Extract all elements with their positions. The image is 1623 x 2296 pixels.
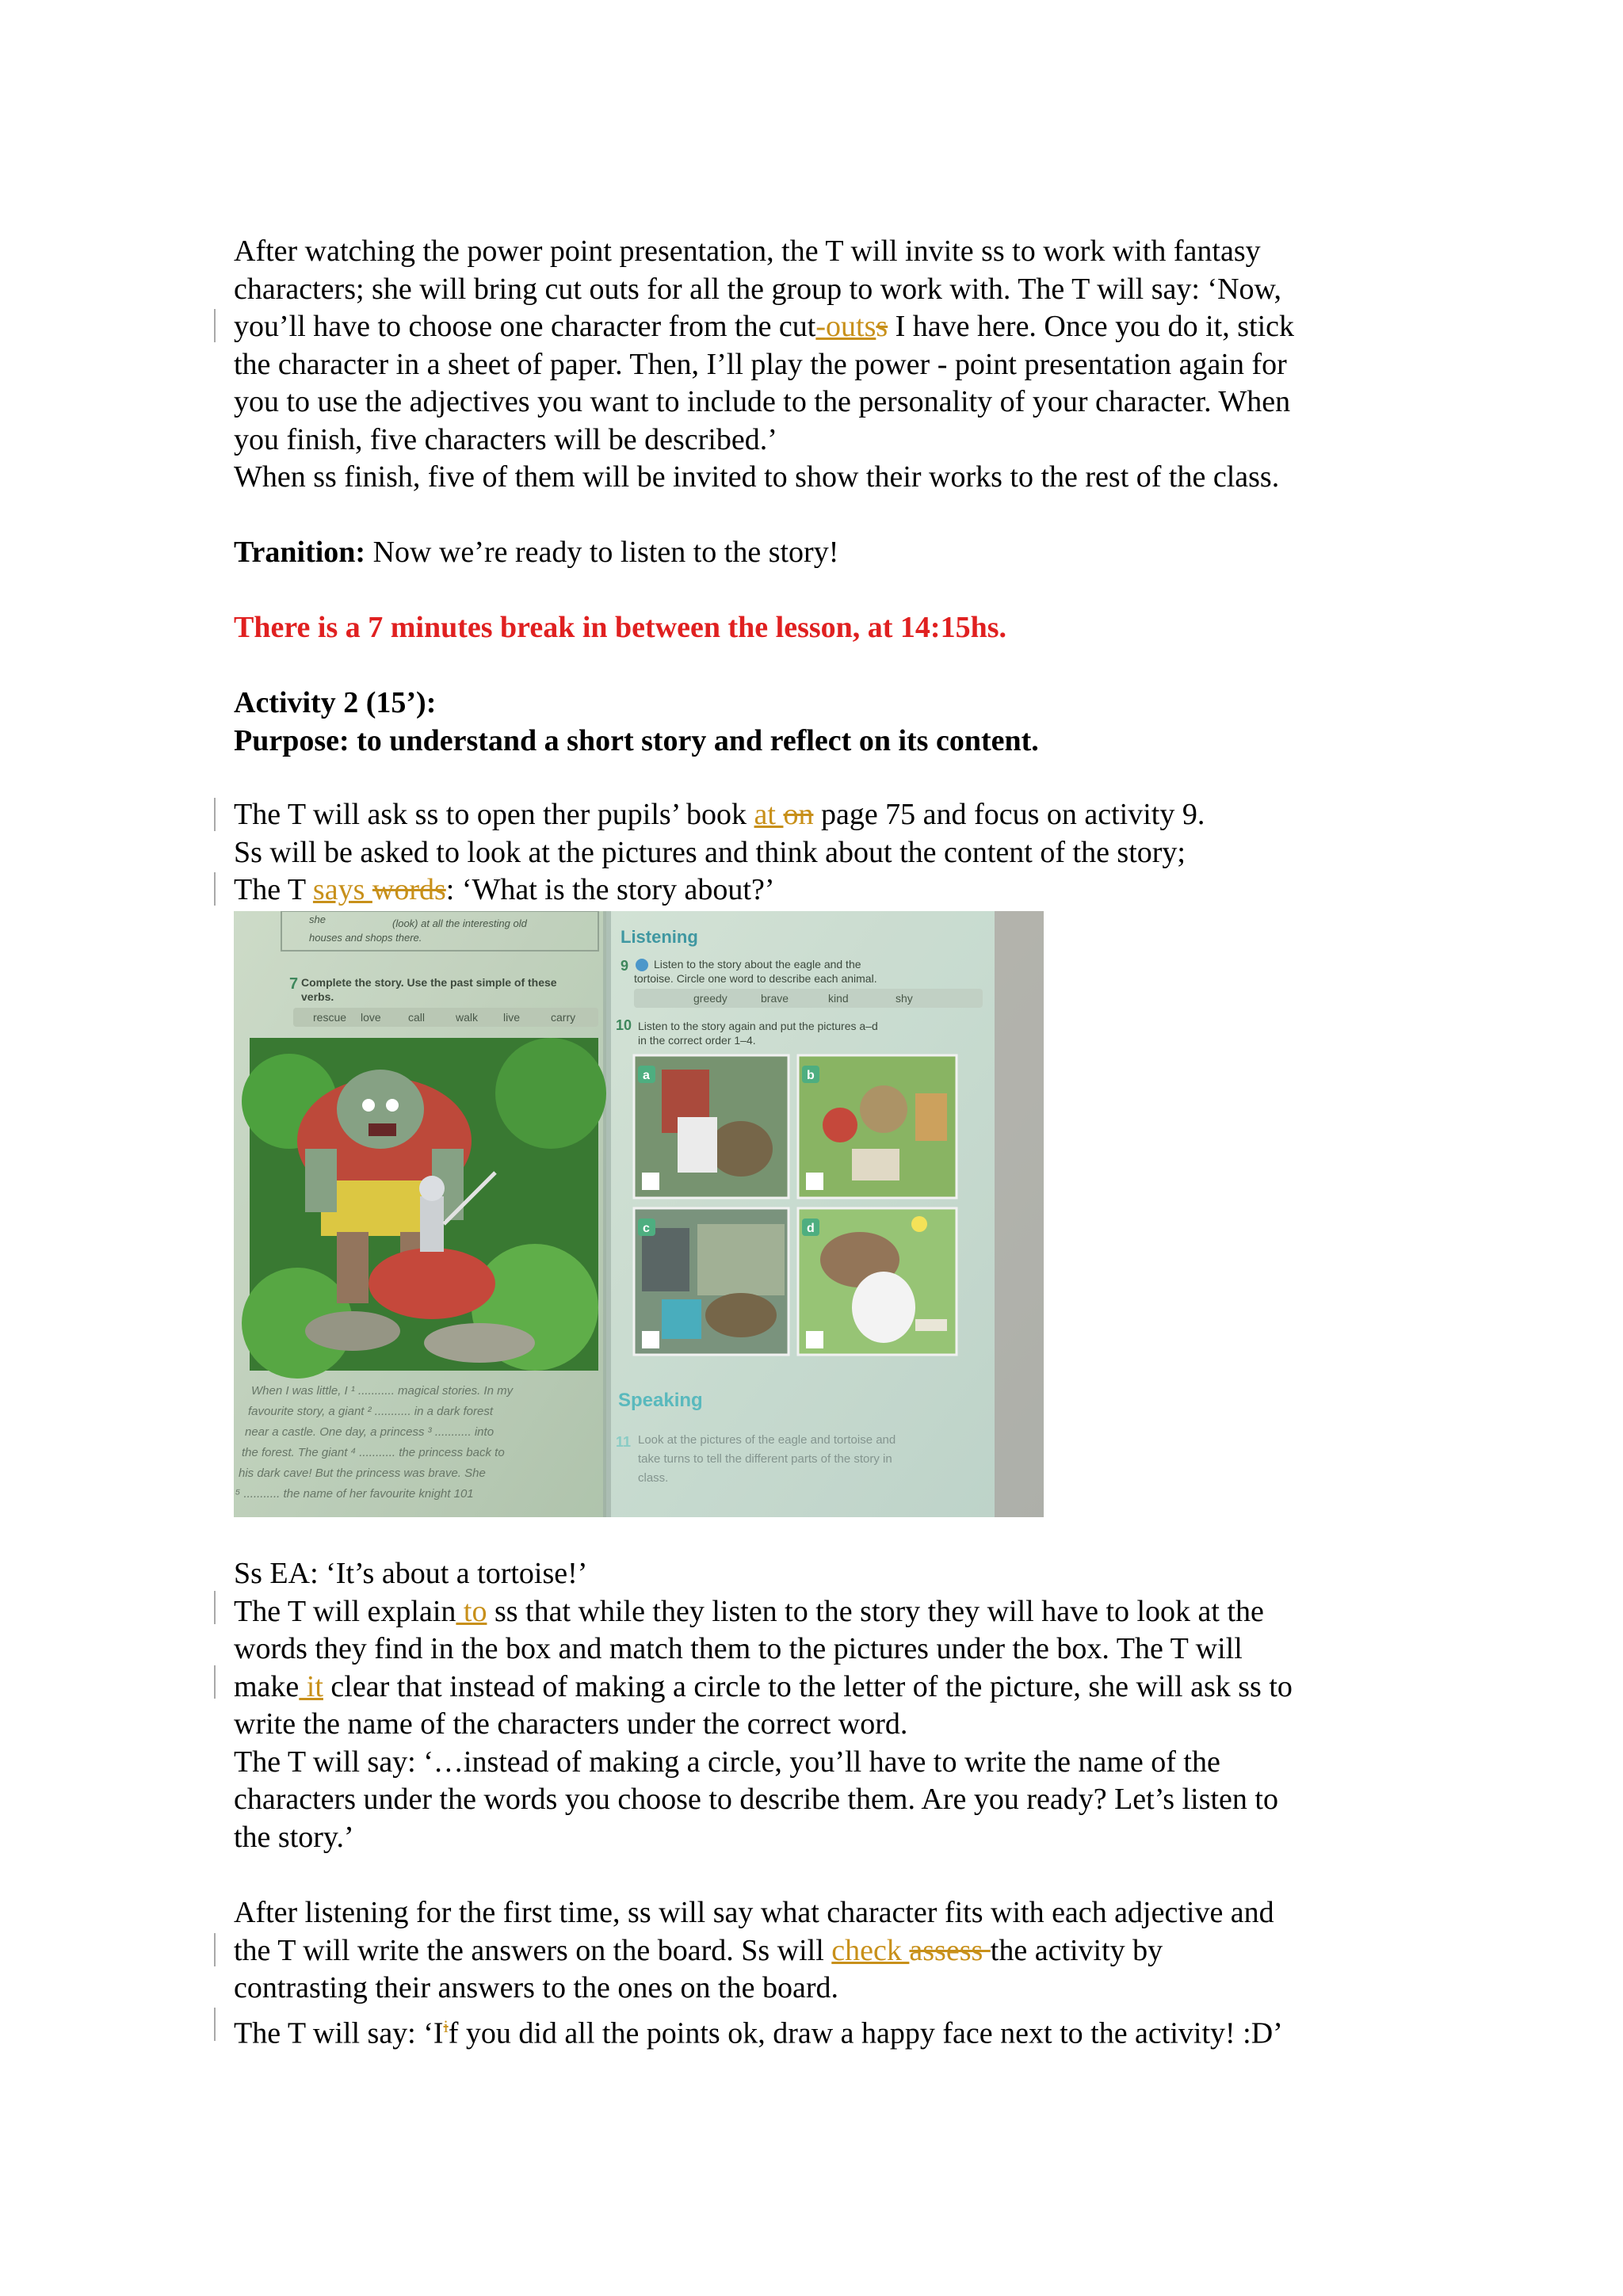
text-line: Ss will be asked to look at the pictures and think about the content of the story; — [234, 835, 1186, 869]
book-text: class. — [638, 1471, 669, 1485]
text-line — [234, 1593, 1399, 1631]
tracked-insertion: to — [456, 1594, 487, 1628]
paragraph-instructions — [234, 796, 1399, 910]
book-text: near a castle. One day, a princess ³ ........... into — [245, 1425, 495, 1439]
text-run: The T will ask ss to open ther pupils’ book — [234, 798, 754, 831]
text-run: : ‘What is the story about?’ — [445, 873, 775, 906]
verb-word: love — [361, 1011, 381, 1024]
text-run: I have here. Once you do it, stick — [888, 310, 1294, 343]
picture-label: d — [807, 1222, 815, 1235]
transition-text: Now we’re ready to listen to the story! — [365, 536, 839, 569]
change-bar — [214, 872, 216, 906]
text-run: f you did all the points ok, draw a happy face next to the activity! :D’ — [448, 2016, 1283, 2050]
textbook-photo — [234, 911, 1044, 1517]
speaking-heading: Speaking — [618, 1390, 703, 1411]
text-run: ss that while they listen to the story they will have to look at the — [487, 1594, 1264, 1628]
adjective-word: greedy — [693, 992, 727, 1005]
verb-word: walk — [456, 1011, 479, 1024]
photo-glare — [234, 911, 1044, 1517]
text-run: you’ll have to choose one character from the cut — [234, 310, 816, 343]
activity-purpose: Purpose: to understand a short story and reflect on its content. — [234, 723, 1039, 757]
tracked-deletion: i — [443, 2016, 449, 2036]
tracked-insertion: it — [299, 1669, 323, 1703]
text-line — [234, 308, 1399, 346]
book-text: Listen to the story about the eagle and the — [654, 958, 861, 971]
change-bar — [214, 1591, 216, 1624]
change-bar — [214, 1933, 216, 1966]
verb-word: rescue — [313, 1011, 347, 1024]
break-note: There is a 7 minutes break in between the lesson, at 14:15hs. — [234, 611, 1007, 644]
tracked-deletion: on — [783, 798, 814, 831]
exercise-number: 11 — [616, 1434, 632, 1450]
book-text: (look) at all the interesting old — [392, 917, 527, 929]
change-bar — [214, 2008, 216, 2041]
tracked-deletion: s — [876, 310, 888, 343]
text-line: After watching the power point presentation, the T will invite ss to work with fantasy — [234, 235, 1261, 268]
picture-label: c — [643, 1222, 650, 1235]
tracked-deletion: words — [372, 873, 446, 906]
text-run: the activity by — [990, 1933, 1163, 1967]
text-line: After listening for the first time, ss will say what character fits with each adjective and — [234, 1896, 1274, 1929]
text-line — [234, 1932, 1399, 1970]
activity-heading — [234, 685, 1399, 760]
text-run: clear that instead of making a circle to the letter of the picture, she will ask ss to — [323, 1669, 1293, 1703]
text-run: The T — [234, 873, 313, 906]
picture-label: b — [807, 1069, 815, 1082]
text-run: the T will write the answers on the board. Ss will — [234, 1933, 832, 1967]
change-bar — [214, 1665, 216, 1699]
text-line — [234, 1669, 1399, 1707]
book-text: the forest. The giant ⁴ ........... the princess back to — [242, 1446, 505, 1459]
listening-heading: Listening — [621, 927, 698, 947]
text-line: you to use the adjectives you want to include to the personality of your character. When — [234, 385, 1291, 418]
paragraph-intro — [234, 233, 1399, 497]
text-line: characters; she will bring cut outs for all the group to work with. The T will say: ‘Now, — [234, 272, 1282, 306]
book-text: favourite story, a giant ² ........... in a dark forest — [248, 1405, 494, 1418]
text-line: characters under the words you choose to describe them. Are you ready? Let’s listen to — [234, 1783, 1278, 1816]
adjective-word: shy — [896, 992, 913, 1005]
tracked-insertion: -outs — [815, 310, 876, 343]
text-line — [234, 796, 1399, 834]
text-run: The T will explain — [234, 1594, 456, 1628]
text-line — [234, 871, 1399, 910]
book-text: verbs. — [301, 990, 334, 1003]
verb-word: live — [503, 1011, 521, 1024]
book-text: When I was little, I ¹ ........... magical stories. In my — [251, 1384, 514, 1398]
paragraph-checking — [234, 1894, 1399, 2053]
activity-title: Activity 2 (15’): — [234, 686, 437, 719]
change-bar — [214, 309, 216, 342]
adjective-word: brave — [761, 992, 789, 1005]
book-text: his dark cave! But the princess was brave. She — [239, 1466, 486, 1480]
book-text: she — [309, 913, 326, 925]
book-text: take turns to tell the different parts of the story in — [638, 1452, 892, 1466]
book-text: Listen to the story again and put the pictures a–d — [638, 1020, 878, 1032]
exercise-number: 9 — [621, 958, 629, 974]
verb-word: call — [408, 1011, 426, 1024]
transition-label: Tranition: — [234, 536, 366, 569]
exercise-number: 7 — [289, 975, 299, 993]
paragraph-story — [234, 1555, 1399, 1856]
book-text: Look at the pictures of the eagle and tortoise and — [638, 1433, 896, 1447]
text-line — [234, 2008, 1399, 2053]
book-text: tortoise. Circle one word to describe each animal. — [634, 972, 877, 985]
transition-line — [234, 534, 1399, 572]
text-line: write the name of the characters under the correct word. — [234, 1707, 908, 1741]
exercise-number: 10 — [616, 1017, 632, 1033]
tracked-insertion: says — [312, 873, 372, 906]
text-line: The T will say: ‘…instead of making a circle, you’ll have to write the name of the — [234, 1745, 1220, 1779]
book-text: Complete the story. Use the past simple of these — [301, 976, 557, 989]
tracked-deletion: assess — [909, 1933, 991, 1967]
text-line: you finish, five characters will be described.’ — [234, 422, 777, 456]
text-run: make — [234, 1669, 300, 1703]
text-run: The T will say: ‘I — [234, 2016, 444, 2050]
text-run: page 75 and focus on activity 9. — [813, 798, 1205, 831]
tracked-insertion: at — [754, 798, 784, 831]
tracked-insertion: check — [831, 1933, 910, 1967]
adjective-word: kind — [828, 992, 849, 1005]
picture-label: a — [643, 1069, 650, 1082]
book-text: ⁵ ........... the name of her favourite knight 101 — [235, 1487, 474, 1501]
textbook-photo-svg — [234, 911, 1044, 1517]
book-text: in the correct order 1–4. — [638, 1034, 756, 1047]
text-line: the story.’ — [234, 1820, 354, 1854]
change-bar — [214, 798, 216, 831]
text-line: words they find in the box and match them to the pictures under the box. The T will — [234, 1632, 1243, 1665]
text-line: When ss finish, five of them will be invited to show their works to the rest of the class. — [234, 460, 1280, 494]
verb-word: carry — [551, 1011, 576, 1024]
text-line: contrasting their answers to the ones on the board. — [234, 1971, 838, 2004]
book-text: houses and shops there. — [309, 932, 422, 944]
text-line: Ss EA: ‘It’s about a tortoise!’ — [234, 1557, 588, 1590]
text-line: the character in a sheet of paper. Then, I’ll play the power - point presentation again for — [234, 347, 1287, 381]
